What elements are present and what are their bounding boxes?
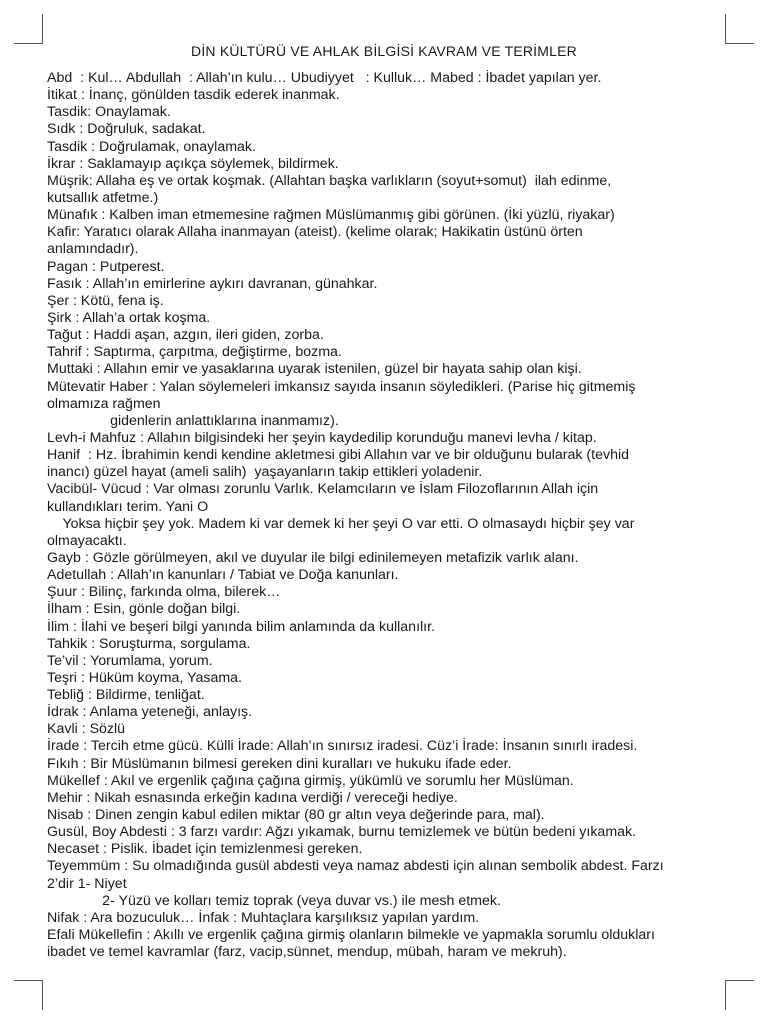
document-line: kullandıkları terim. Yani O — [47, 498, 209, 515]
document-line: İdrak : Anlama yeteneği, anlayış. — [47, 704, 253, 721]
document-line: Vacibül- Vücud : Var olması zorunlu Varlık. Kelamcıların ve İslam Filozoflarının Allah için — [47, 481, 599, 498]
document-line: Teyemmüm : Su olmadığında gusül abdesti veya namaz abdesti için alınan sembolik abdest. Farzı — [47, 858, 664, 875]
document-body — [47, 70, 737, 961]
document-line: Mütevatir Haber : Yalan söylemeleri imkansız sayıda insanın söyledikleri. (Parise hiç gitmemiş — [47, 378, 636, 395]
document-line: Mehir : Nikah esnasında erkeğin kadına verdiği / vereceği hediye. — [47, 789, 458, 806]
document-line: Nifak : Ara bozuculuk… İnfak : Muhtaçlara karşılıksız yapılan yardım. — [47, 909, 480, 926]
document-line: Şirk : Allah’a ortak koşma. — [47, 309, 211, 326]
document-line: Teşri : Hüküm koyma, Yasama. — [47, 669, 243, 686]
document-line: gidenlerin anlattıklarına inanmamız). — [47, 412, 339, 429]
document-line: Tahrif : Saptırma, çarpıtma, değiştirme, bozma. — [47, 344, 342, 361]
document-line: Kavli : Sözlü — [47, 721, 126, 738]
document-line: anlamındadır). — [47, 241, 139, 258]
crop-mark-top-right-vertical — [725, 14, 726, 44]
document-line: İkrar : Saklamayıp açıkça söylemek, bildirmek. — [47, 155, 339, 172]
document-line: inancı) güzel hayat (ameli salih) yaşayanların takip ettikleri yoladenir. — [47, 464, 483, 481]
document-line: Tahkik : Soruşturma, sorgulama. — [47, 635, 251, 652]
crop-mark-bottom-left-horizontal — [14, 980, 43, 981]
document-line: Gayb : Gözle görülmeyen, akıl ve duyular ile bilgi edinilemeyen metafizik varlık alanı. — [47, 549, 579, 566]
document-line: Adetullah : Allah’ın kanunları / Tabiat ve Doğa kanunları. — [47, 567, 399, 584]
document-line: Sıdk : Doğruluk, sadakat. — [47, 121, 206, 138]
document-line: kutsallık atfetme.) — [47, 189, 159, 206]
document-line: Şer : Kötü, fena iş. — [47, 292, 164, 309]
document-line: 2’dir 1- Niyet — [47, 875, 127, 892]
crop-mark-bottom-left-vertical — [42, 980, 43, 1010]
document-line: Abd : Kul… Abdullah : Allah’ın kulu… Ubudiyyet : Kulluk… Mabed : İbadet yapılan yer. — [47, 70, 602, 86]
document-line: Levh-i Mahfuz : Allahın bilgisindeki her şeyin kaydedilip korunduğu manevi levha / kitap. — [47, 429, 597, 446]
document-line: 2- Yüzü ve kolları temiz toprak (veya duvar vs.) ile mesh etmek. — [47, 892, 501, 909]
document-line: Yoksa hiçbir şey yok. Madem ki var demek ki her şeyi O var etti. O olmasaydı hiçbir şey var — [47, 515, 635, 532]
document-line: Fasık : Allah’ın emirlerine aykırı davranan, günahkar. — [47, 275, 378, 292]
document-line: Mükellef : Akıl ve ergenlik çağına çağına girmiş, yükümlü ve sorumlu her Müslüman. — [47, 772, 574, 789]
document-line: Tebliğ : Bildirme, tenliğat. — [47, 687, 205, 704]
document-line: Necaset : Pislik. İbadet için temizlenmesi gereken. — [47, 841, 363, 858]
document-line: Münafık : Kalben iman etmemesine rağmen Müslümanmış gibi görünen. (İki yüzlü, riyakar) — [47, 207, 615, 224]
document-line: İlim : İlahi ve beşeri bilgi yanında bilim anlamında da kullanılır. — [47, 618, 435, 635]
document-line: Te’vil : Yorumlama, yorum. — [47, 652, 213, 669]
crop-mark-bottom-right-horizontal — [725, 980, 754, 981]
document-title: DİN KÜLTÜRÜ VE AHLAK BİLGİSİ KAVRAM VE TERİMLER — [191, 43, 577, 59]
document-line: İlham : Esin, gönle doğan bilgi. — [47, 601, 241, 618]
document-line: Kafir: Yaratıcı olarak Allaha inanmayan (ateist). (kelime olarak; Hakikatin üstünü örten — [47, 224, 583, 241]
document-line: Fıkıh : Bir Müslümanın bilmesi gereken dini kuralları ve hukuku ifade eder. — [47, 755, 512, 772]
document-line: Tasdik : Doğrulamak, onaylamak. — [47, 138, 256, 155]
document-line: Tasdik: Onaylamak. — [47, 104, 171, 121]
document-line: Efali Mükellefin : Akıllı ve ergenlik çağına girmiş olanların bilmekle ve yapmakla sorumlu oldukları — [47, 927, 655, 944]
crop-mark-top-left-vertical — [42, 14, 43, 44]
document-line: İtikat : İnanç, gönülden tasdik ederek inanmak. — [47, 87, 340, 104]
crop-mark-bottom-right-vertical — [725, 980, 726, 1010]
document-line: olmayacaktı. — [47, 532, 127, 549]
document-line: olmamıza rağmen — [47, 395, 161, 412]
document-line: ibadet ve temel kavramlar (farz, vacip,sünnet, mendup, mübah, haram ve mekruh). — [47, 944, 567, 961]
document-line: Muttaki : Allahın emir ve yasaklarına uyarak istenilen, güzel bir hayata sahip olan kişi. — [47, 361, 582, 378]
document-line: Nisab : Dinen zengin kabul edilen miktar (80 gr altın veya değerinde para, mal). — [47, 807, 545, 824]
document-line: Müşrik: Allaha eş ve ortak koşmak. (Allahtan başka varlıkların (soyut+somut) ilah edinme, — [47, 172, 612, 189]
document-line: Pagan : Putperest. — [47, 258, 165, 275]
document-line: Tağut : Haddi aşan, azgın, ileri giden, zorba. — [47, 327, 324, 344]
document-line: İrade : Tercih etme gücü. Külli İrade: Allah’ın sınırsız iradesi. Cüz’i İrade: İnsanın sınırlı iradesi. — [47, 738, 638, 755]
document-line: Hanif : Hz. İbrahimin kendi kendine akletmesi gibi Allahın var ve bir olduğunu bularak (tevhid — [47, 447, 629, 464]
document-line: Şuur : Bilinç, farkında olma, bilerek… — [47, 584, 281, 601]
document-line: Gusül, Boy Abdesti : 3 farzı vardır: Ağzı yıkamak, burnu temizlemek ve bütün bedeni yıkamak. — [47, 824, 637, 841]
